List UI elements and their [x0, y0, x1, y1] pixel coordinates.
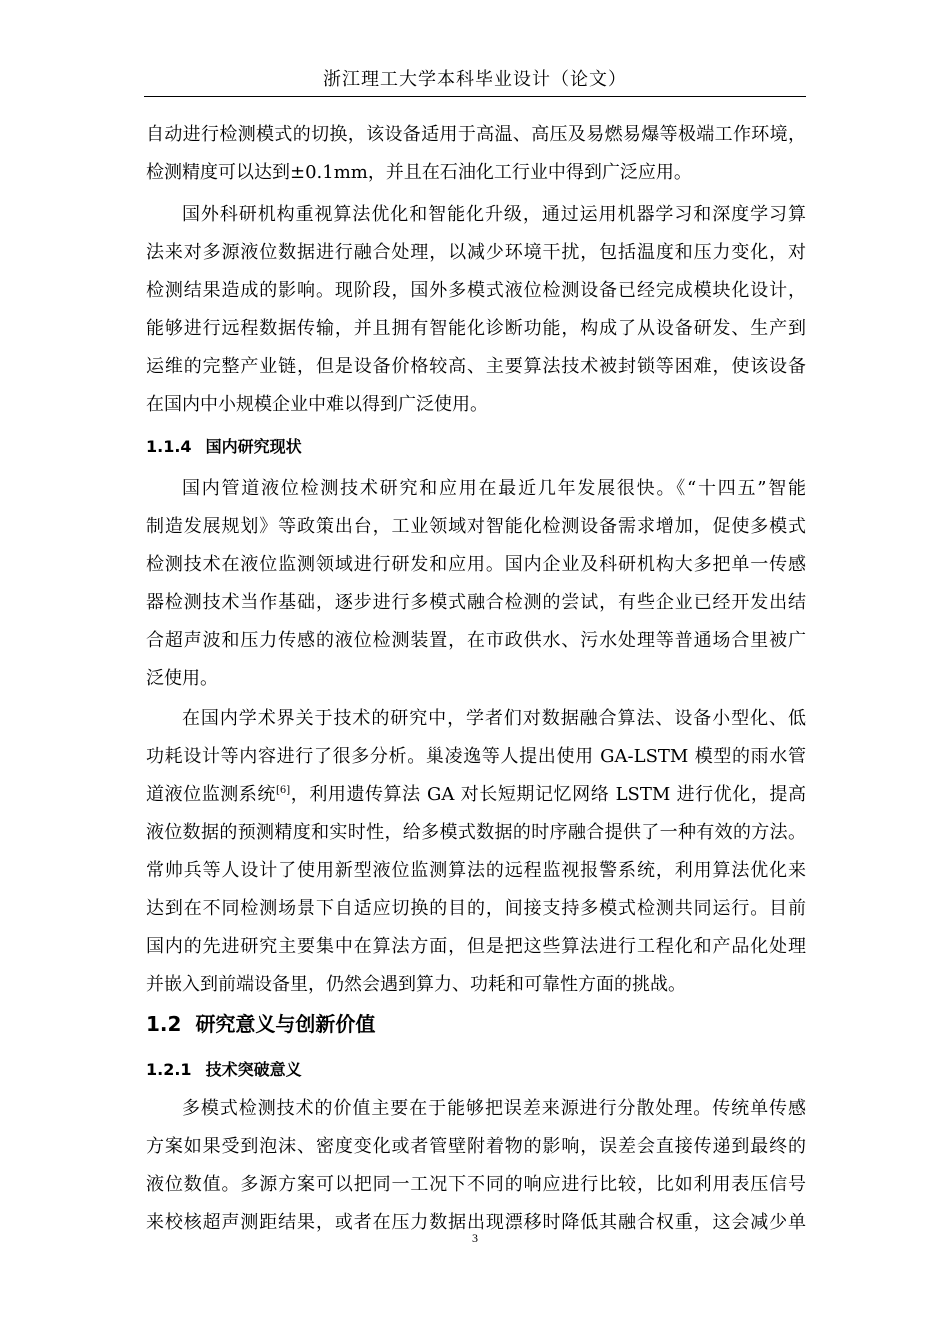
paragraph-line: 泛使用。: [146, 668, 218, 689]
section-number: 1.1.4: [146, 437, 192, 456]
section-title: 研究意义与创新价值: [195, 1012, 376, 1036]
paragraph-line: 合超声波和压力传感的液位检测装置，在市政供水、污水处理等普通场合里被广: [146, 630, 806, 651]
paragraph-line: 运维的完整产业链，但是设备价格较高、主要算法技术被封锁等困难，使该设备: [146, 356, 806, 377]
paragraph-line: 国外科研机构重视算法优化和智能化升级，通过运用机器学习和深度学习算: [182, 204, 806, 225]
page-number: 3: [472, 1231, 478, 1245]
paragraph-line: 检测技术在液位监测领域进行研发和应用。国内企业及科研机构大多把单一传感: [146, 554, 806, 575]
paragraph-line: 法来对多源液位数据进行融合处理，以减少环境干扰，包括温度和压力变化，对: [146, 242, 806, 263]
paragraph-line: 检测结果造成的影响。现阶段，国外多模式液位检测设备已经完成模块化设计，: [146, 280, 806, 301]
text-run: 道液位监测系统: [146, 784, 276, 805]
paragraph-line: 国内管道液位检测技术研究和应用在最近几年发展很快。《“十四五”智能: [182, 478, 806, 499]
paragraph-line: 自动进行检测模式的切换，该设备适用于高温、高压及易燃易爆等极端工作环境，: [146, 124, 806, 145]
citation: [6]: [276, 785, 291, 796]
section-number: 1.2.1: [146, 1060, 192, 1079]
section-heading-1-2-1: [146, 1059, 302, 1081]
paragraph-line: 能够进行远程数据传输，并且拥有智能化诊断功能，构成了从设备研发、生产到: [146, 318, 806, 339]
paragraph-line: 液位数据的预测精度和实时性，给多模式数据的时序融合提供了一种有效的方法。: [146, 822, 806, 843]
paragraph-line: 常帅兵等人设计了使用新型液位监测算法的远程监视报警系统，利用算法优化来: [146, 860, 806, 881]
section-heading-1-2: [146, 1011, 375, 1037]
section-number: 1.2: [146, 1012, 182, 1036]
header-rule: [144, 96, 806, 97]
paragraph-line: 在国内中小规模企业中难以得到广泛使用。: [146, 394, 488, 415]
paragraph-line: 方案如果受到泡沫、密度变化或者管壁附着物的影响，误差会直接传递到最终的: [146, 1136, 806, 1157]
paragraph-line: 并嵌入到前端设备里，仍然会遇到算力、功耗和可靠性方面的挑战。: [146, 974, 686, 995]
paragraph-line: 检测精度可以达到±0.1mm，并且在石油化工行业中得到广泛应用。: [146, 162, 692, 183]
section-title: 国内研究现状: [205, 437, 302, 456]
paragraph-line: 国内的先进研究主要集中在算法方面，但是把这些算法进行工程化和产品化处理: [146, 936, 806, 957]
text-run: ，利用遗传算法 GA 对长短期记忆网络 LSTM 进行优化，提高: [290, 784, 807, 805]
section-heading-1-1-4: [146, 436, 302, 458]
paragraph-line: 器检测技术当作基础，逐步进行多模式融合检测的尝试，有些企业已经开发出结: [146, 592, 806, 613]
paragraph-line: 来校核超声测距结果，或者在压力数据出现漂移时降低其融合权重，这会减少单: [146, 1212, 806, 1233]
paragraph-line: 在国内学术界关于技术的研究中，学者们对数据融合算法、设备小型化、低: [182, 708, 806, 729]
paragraph-line: 多模式检测技术的价值主要在于能够把误差来源进行分散处理。传统单传感: [182, 1098, 806, 1119]
section-title: 技术突破意义: [205, 1060, 302, 1079]
paragraph-line: 达到在不同检测场景下自适应切换的目的，间接支持多模式检测共同运行。目前: [146, 898, 806, 919]
running-header: 浙江理工大学本科毕业设计（论文）: [323, 69, 627, 90]
paragraph-line: 液位数值。多源方案可以把同一工况下不同的响应进行比较，比如利用表压信号: [146, 1174, 806, 1195]
paragraph-line: 功耗设计等内容进行了很多分析。巢凌逸等人提出使用 GA-LSTM 模型的雨水管: [146, 746, 806, 767]
paragraph-line: 制造发展规划》等政策出台，工业领域对智能化检测设备需求增加，促使多模式: [146, 516, 806, 537]
paragraph-line-with-citation: [146, 783, 806, 807]
